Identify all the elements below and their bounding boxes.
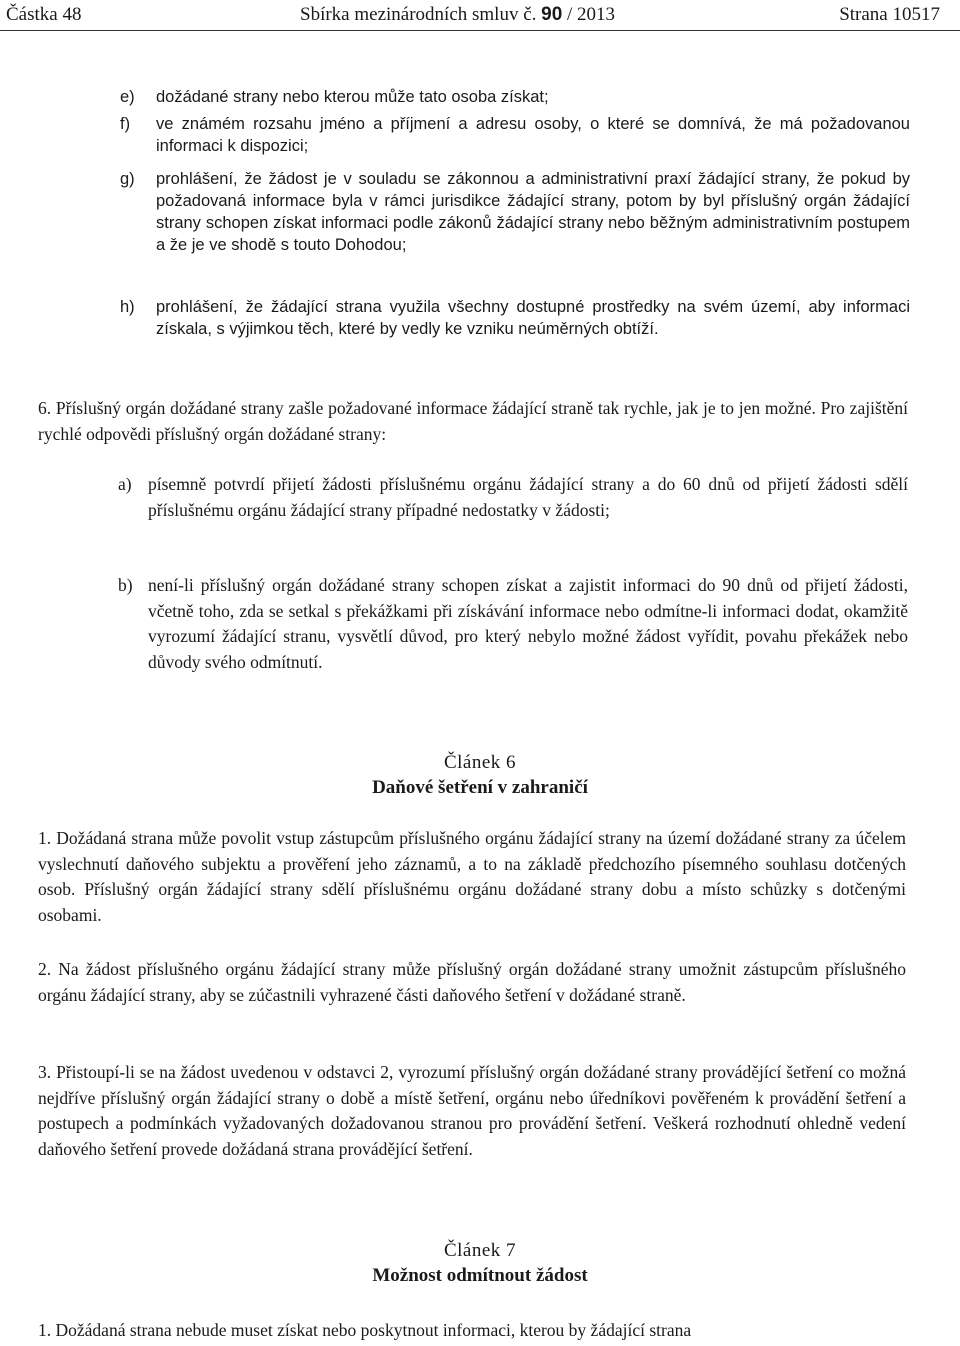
list-item-text: ve známém rozsahu jméno a příjmení a adresu osoby, o které se domnívá, že má požadovanou informaci k dispozici; <box>156 115 910 155</box>
article-6-paragraph-1: 1. Dožádaná strana může povolit vstup zástupcům příslušného orgánu žádající strany na území dožádané strany za účelem vyslechnutí daňového subjektu a prověření jeho záznamů, a to na základě předchozího písemného souhlasu dotčených osob. Příslušný orgán žádající strany sdělí příslušnému orgánu dožádané strany dobu a místo schůzky s dotčenými osobami. <box>38 828 906 925</box>
header-issue-number: 90 <box>541 4 563 25</box>
list-item-text: písemně potvrdí přijetí žádosti příslušnému orgánu žádající strany a do 60 dnů od přijetí žádosti sdělí příslušnému orgánu žádající strany případné nedostatky v žádosti; <box>148 474 908 520</box>
list-item-h <box>120 296 910 340</box>
list-item-e <box>120 86 910 108</box>
list-item-text: prohlášení, že žádající strana využila všechny dostupné prostředky na svém území, aby informaci získala, s výjimkou těch, které by vedly ke vzniku neúměrných obtíží. <box>156 298 910 338</box>
list-item-text: prohlášení, že žádost je v souladu se zákonnou a administrativní praxí žádající strany, že pokud by požadovaná informace byla v rámci jurisdikce žádající strany, potom by byl příslušný orgán žádající strany schopen získat informaci podle zákonů žádající strany nebo běžným administrativním postupem a že je ve shodě s touto Dohodou; <box>156 170 910 254</box>
article-6-title: Daňové šetření v zahraničí <box>372 777 588 798</box>
article-7-number: Článek 7 <box>443 1240 517 1261</box>
list-item-b <box>118 573 908 675</box>
article-6-number: Článek 6 <box>443 752 517 773</box>
header-collection-title: Sbírka mezinárodních smluv č. 90 / 2013 <box>300 4 616 25</box>
list-item-label: g) <box>120 170 135 188</box>
article-7-paragraph-1: 1. Dožádaná strana nebude muset získat nebo poskytnout informaci, kterou by žádající strana <box>38 1320 692 1340</box>
article-7-title: Možnost odmítnout žádost <box>372 1265 588 1286</box>
article-6-paragraph-2: 2. Na žádost příslušného orgánu žádající strany může příslušný orgán dožádané strany umožnit zástupcům příslušného orgánu žádající strany, aby se zúčastnili vyhrazené části daňového šetření v dožádané straně. <box>38 959 906 1005</box>
list-item-text: dožádané strany nebo kterou může tato osoba získat; <box>156 88 549 106</box>
list-item-label: a) <box>118 474 132 494</box>
list-item-a <box>118 472 908 523</box>
header-part-number: Částka 48 <box>6 4 82 25</box>
list-item-label: e) <box>120 88 135 106</box>
list-item-label: f) <box>120 115 131 133</box>
list-item-f <box>120 113 910 157</box>
paragraph-6: 6. Příslušný orgán dožádané strany zašle požadované informace žádající straně tak rychle, jak je to jen možné. Pro zajištění rychlé odpovědi příslušný orgán dožádané strany: <box>38 398 908 444</box>
article-6-paragraph-3: 3. Přistoupí-li se na žádost uvedenou v odstavci 2, vyrozumí příslušný orgán dožádané strany provádějící šetření co možná nejdříve příslušný orgán žádající strany o době a místě šetření, orgánu nebo úředníkovi pověřeném k provádění šetření a postupech a podmínkách vyžadovaných dožadovanou stranou pro provádění šetření. Veškerá rozhodnutí ohledně vedení daňového šetření provede dožádaná strana provádějící šetření. <box>38 1062 906 1159</box>
header-divider <box>0 30 960 31</box>
list-item-label: b) <box>118 575 133 595</box>
list-item-g <box>120 168 910 256</box>
page-header <box>0 0 960 30</box>
list-item-label: h) <box>120 298 135 316</box>
header-page-number: Strana 10517 <box>839 4 940 25</box>
list-item-text: není-li příslušný orgán dožádané strany schopen získat a zajistit informaci do 90 dnů od přijetí žádosti, včetně toho, zda se setkal s překážkami při získávání informace nebo odmítne-li informaci dodat, okamžitě vyrozumí žádající stranu, vysvětlí důvod, pro který nebylo možné žádost vyřídit, povahu překážek nebo důvody svého odmítnutí. <box>148 575 908 672</box>
